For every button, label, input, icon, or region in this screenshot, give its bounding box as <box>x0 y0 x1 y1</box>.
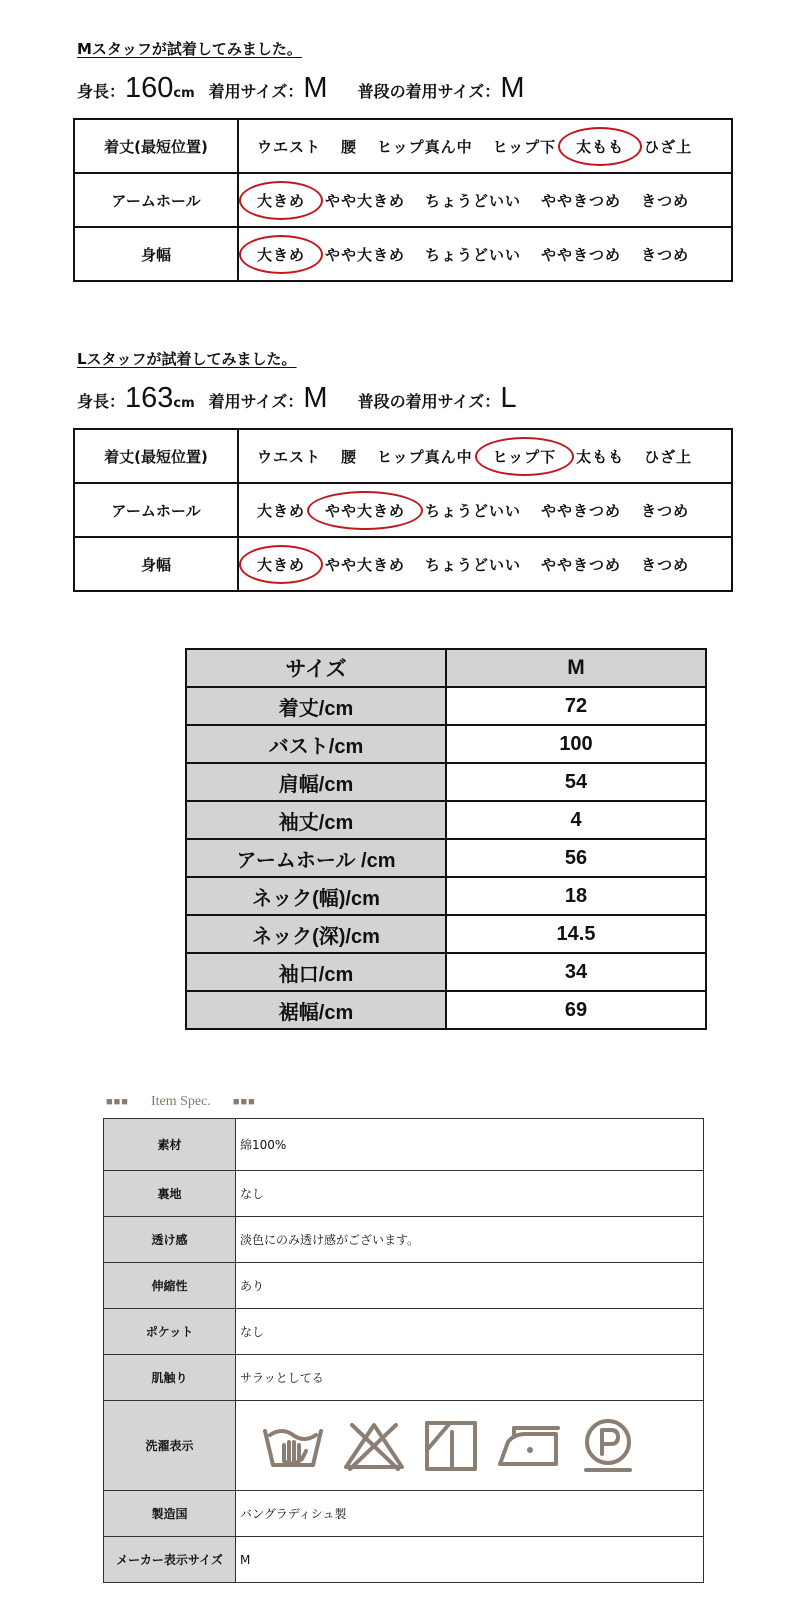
fit-row <box>74 227 732 281</box>
spec-row-value: あり <box>236 1263 704 1309</box>
size-header-value: M <box>446 649 706 687</box>
fit-option: ややきつめ <box>541 191 622 210</box>
spec-row-label: 裏地 <box>104 1171 236 1217</box>
size-row-value: 14.5 <box>446 915 706 953</box>
fit-option-selected: 大きめ <box>257 245 306 264</box>
wear-size-value: M <box>303 72 328 104</box>
fit-row <box>74 119 732 173</box>
spec-row <box>104 1309 704 1355</box>
spec-row-label: 伸縮性 <box>104 1263 236 1309</box>
deco-squares-right: ■■■ <box>232 1096 256 1108</box>
fit-option: やや大きめ <box>325 191 406 210</box>
spec-row-label: メーカー表示サイズ <box>104 1537 236 1583</box>
usual-size-label: 普段の着用サイズ： <box>357 392 501 411</box>
spec-row-label: 素材 <box>104 1119 236 1171</box>
fit-options <box>238 119 732 173</box>
size-row-value: 4 <box>446 801 706 839</box>
fit-option: ウエスト <box>257 447 322 466</box>
fit-option: 腰 <box>341 447 358 466</box>
size-row-label: 肩幅/cm <box>186 763 446 801</box>
size-row <box>186 991 706 1029</box>
usual-size-label: 普段の着用サイズ： <box>357 82 501 101</box>
fit-option: ちょうどいい <box>425 191 522 210</box>
spec-row <box>104 1263 704 1309</box>
staff-l-stats <box>77 382 516 415</box>
size-row <box>186 915 706 953</box>
size-row <box>186 839 706 877</box>
spec-row <box>104 1401 704 1491</box>
spec-row-value: なし <box>236 1309 704 1355</box>
fit-row-label: アームホール <box>74 483 238 537</box>
size-row <box>186 953 706 991</box>
fit-option: ちょうどいい <box>425 555 522 574</box>
fit-option: ひざ上 <box>644 447 693 466</box>
item-spec-heading <box>106 1094 256 1110</box>
item-spec-title: Item Spec. <box>150 1094 211 1109</box>
fit-row <box>74 173 732 227</box>
fit-option: 腰 <box>341 137 358 156</box>
fit-option: きつめ <box>641 555 690 574</box>
fit-option: 大きめ <box>257 501 306 520</box>
spec-row-value: バングラディシュ製 <box>236 1491 704 1537</box>
size-row-value: 18 <box>446 877 706 915</box>
size-row <box>186 801 706 839</box>
fit-option: やや大きめ <box>325 245 406 264</box>
height-value: 160 <box>125 72 174 104</box>
wear-size-label: 着用サイズ： <box>208 82 304 101</box>
spec-row-label: ポケット <box>104 1309 236 1355</box>
care-symbols <box>236 1401 704 1491</box>
size-row-value: 100 <box>446 725 706 763</box>
size-row-value: 56 <box>446 839 706 877</box>
size-header-label: サイズ <box>186 649 446 687</box>
fit-option-selected: 大きめ <box>257 555 306 574</box>
fit-option: ヒップ真ん中 <box>377 447 473 466</box>
size-row-label: バスト/cm <box>186 725 446 763</box>
item-spec-table <box>103 1118 704 1583</box>
staff-m-title: Mスタッフが試着してみました。 <box>77 40 302 58</box>
line-dry-shade-icon <box>424 1420 478 1472</box>
fit-row-label: 身幅 <box>74 227 238 281</box>
size-row-value: 69 <box>446 991 706 1029</box>
fit-option: きつめ <box>641 191 690 210</box>
dry-clean-p-icon <box>582 1418 634 1474</box>
usual-size-value: M <box>500 72 525 104</box>
fit-option: きつめ <box>641 501 690 520</box>
size-row-value: 34 <box>446 953 706 991</box>
size-row-label: 袖丈/cm <box>186 801 446 839</box>
fit-option: ひざ上 <box>644 137 693 156</box>
spec-row <box>104 1491 704 1537</box>
fit-option: 太もも <box>576 447 625 466</box>
size-row-label: 着丈/cm <box>186 687 446 725</box>
fit-row-label: 身幅 <box>74 537 238 591</box>
spec-row-label: 製造国 <box>104 1491 236 1537</box>
size-row-label: アームホール /cm <box>186 839 446 877</box>
spec-row <box>104 1119 704 1171</box>
fit-options <box>238 483 732 537</box>
fit-option-selected: 太もも <box>576 137 625 156</box>
fit-option: ちょうどいい <box>425 501 522 520</box>
spec-row-value: 綿100% <box>236 1119 704 1171</box>
fit-row-label: 着丈(最短位置) <box>74 429 238 483</box>
staff-m-fit-table <box>73 118 733 282</box>
spec-row <box>104 1355 704 1401</box>
spec-row-value: サラッとしてる <box>236 1355 704 1401</box>
height-unit: cm <box>173 86 195 101</box>
spec-row <box>104 1171 704 1217</box>
spec-row-label: 肌触り <box>104 1355 236 1401</box>
size-row-label: ネック(深)/cm <box>186 915 446 953</box>
fit-option: ヒップ下 <box>492 137 557 156</box>
size-row <box>186 687 706 725</box>
fit-option: ややきつめ <box>541 501 622 520</box>
spec-row-label: 洗濯表示 <box>104 1401 236 1491</box>
fit-option: ヒップ真ん中 <box>377 137 473 156</box>
low-iron-icon <box>496 1424 564 1468</box>
spec-row-label: 透け感 <box>104 1217 236 1263</box>
deco-squares-left: ■■■ <box>106 1096 129 1108</box>
fit-options <box>238 429 732 483</box>
fit-option: ややきつめ <box>541 245 622 264</box>
staff-l-title: Lスタッフが試着してみました。 <box>77 350 297 368</box>
spec-row-value: M <box>236 1537 704 1583</box>
hand-wash-icon <box>262 1421 324 1471</box>
usual-size-value: L <box>500 382 517 414</box>
height-label: 身長： <box>77 82 126 101</box>
fit-row-label: アームホール <box>74 173 238 227</box>
fit-option: ややきつめ <box>541 555 622 574</box>
size-table <box>185 648 707 1030</box>
fit-options <box>238 227 732 281</box>
height-unit: cm <box>173 396 195 411</box>
size-row <box>186 763 706 801</box>
fit-row-label: 着丈(最短位置) <box>74 119 238 173</box>
size-row <box>186 725 706 763</box>
fit-option-selected: ヒップ下 <box>492 447 557 466</box>
size-row-label: 裾幅/cm <box>186 991 446 1029</box>
height-label: 身長： <box>77 392 126 411</box>
size-row <box>186 877 706 915</box>
staff-l-fit-table <box>73 428 733 592</box>
size-row-value: 72 <box>446 687 706 725</box>
care-symbols-row <box>240 1418 703 1474</box>
staff-m-stats <box>77 72 524 105</box>
fit-options <box>238 173 732 227</box>
wear-size-label: 着用サイズ： <box>208 392 304 411</box>
size-row-value: 54 <box>446 763 706 801</box>
size-row-label: 袖口/cm <box>186 953 446 991</box>
spec-row <box>104 1217 704 1263</box>
spec-row-value: なし <box>236 1171 704 1217</box>
spec-row-value: 淡色にのみ透け感がございます。 <box>236 1217 704 1263</box>
fit-option: ちょうどいい <box>425 245 522 264</box>
fit-option: きつめ <box>641 245 690 264</box>
fit-option-selected: 大きめ <box>257 191 306 210</box>
fit-row <box>74 537 732 591</box>
spec-row <box>104 1537 704 1583</box>
fit-row <box>74 483 732 537</box>
fit-option-selected: やや大きめ <box>325 501 406 520</box>
size-table-header <box>186 649 706 687</box>
no-bleach-icon <box>342 1421 406 1471</box>
fit-options <box>238 537 732 591</box>
fit-option: やや大きめ <box>325 555 406 574</box>
height-value: 163 <box>125 382 174 414</box>
fit-option: ウエスト <box>257 137 322 156</box>
fit-row <box>74 429 732 483</box>
wear-size-value: M <box>303 382 328 414</box>
size-row-label: ネック(幅)/cm <box>186 877 446 915</box>
